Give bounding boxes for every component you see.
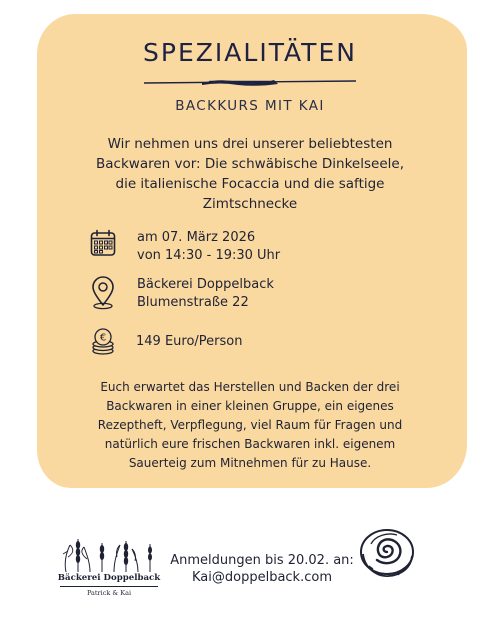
intro-text: Wir nehmen uns drei unserer beliebtesten Backwaren vor: Die schwäbische Dinkelseele, die italienische Focaccia und die saftige Zimtschnecke [96, 136, 404, 212]
logo-owners: Patrick & Kai [86, 589, 132, 597]
bakery-logo [56, 535, 162, 609]
date-text [137, 229, 280, 265]
price-row [90, 328, 242, 356]
date-line: am 07. März 2026 [137, 230, 256, 245]
logo-name: Bäckerei Doppelback [57, 573, 161, 583]
svg-text:€: € [99, 332, 107, 344]
date-row [90, 229, 280, 265]
brush-stroke-divider [140, 74, 360, 90]
registration-deadline: Anmeldungen bis 20.02. an: [170, 553, 354, 568]
registration-email[interactable]: Kai@doppelback.com [192, 570, 332, 585]
location-street: Blumenstraße 22 [137, 295, 249, 310]
wheat-icon [56, 535, 162, 573]
location-pin-icon [90, 276, 116, 310]
course-description: Euch erwartet das Herstellen und Backen der drei Backwaren in einer kleinen Gruppe, ein eigenes Rezeptheft, Verpflegung, viel Raum für Fragen und natürlich eure frischen Backwaren inkl. eigenem Sauerteig zum Mitnehmen für zu Hause. [97, 380, 403, 470]
location-row [90, 276, 274, 312]
location-name: Bäckerei Doppelback [137, 277, 274, 292]
logo-divider [60, 586, 158, 587]
calendar-icon [90, 229, 116, 257]
euro-coins-icon [90, 328, 116, 356]
time-line: von 14:30 - 19:30 Uhr [137, 248, 281, 263]
price-text: 149 Euro/Person [136, 334, 243, 349]
registration-info [162, 552, 362, 586]
page-subtitle: BACKKURS MIT KAI [175, 98, 325, 114]
page-title: SPEZIALITÄTEN [143, 38, 357, 67]
cinnamon-roll-icon [357, 522, 417, 582]
location-text [137, 276, 274, 312]
